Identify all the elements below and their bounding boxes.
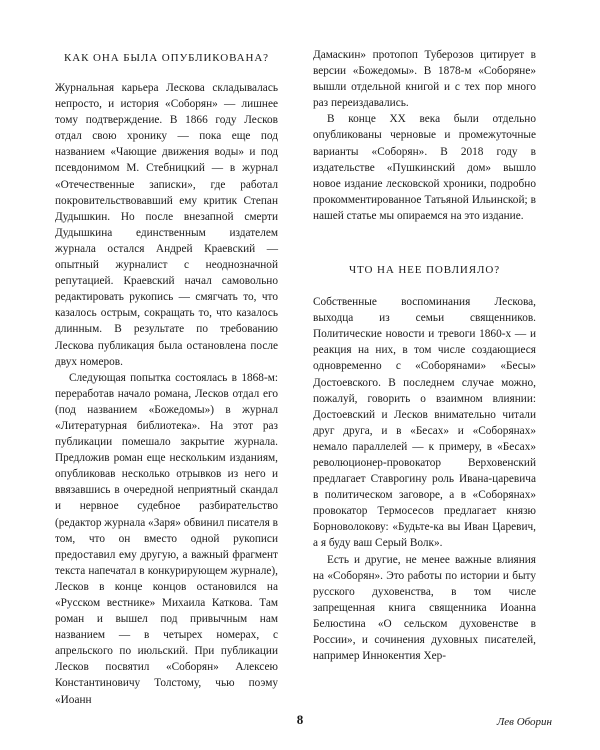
- paragraph: В конце XX века были отдельно опубликованы черновые и промежуточные варианты «Соборян». В 2018 году в издательстве «Пушкинский дом» вышло новое издание лесковской хроники, подробно прокомментированное Татьяной Ильинской; в нашей статье мы опираемся на это издание.: [313, 113, 536, 222]
- author-name: Лев Оборин: [496, 716, 552, 728]
- paragraph: Журнальная карьера Лескова складывалась непросто, и история «Соборян» — лишнее тому подтверждение. В 1866 году Лесков отдал свою хронику — пока еще под названием «Чающие движения воды» и под псевдонимом М. Стебницкий — в журнал «Отечественные записки», где работал покровительствовавший ему критик Степан Дудышкин. Но после внезапной смерти Дудышкина единственным издателем журнала остался Андрей Краевский — опытный журналист с неоднозначной репутацией. Краевский начал самовольно редактировать рукопись — смягчать то, что казалось острым, сокращать то, что казалось длинным. В результате по требованию Лескова публикация была остановлена после двух номеров.: [55, 82, 278, 368]
- right-column: [313, 47, 536, 664]
- section-heading-publication: КАК ОНА БЫЛА ОПУБЛИКОВАНА?: [64, 52, 269, 64]
- section-heading-influences: ЧТО НА НЕЕ ПОВЛИЯЛО?: [348, 264, 501, 277]
- page-number: 8: [296, 712, 304, 727]
- left-column: [55, 50, 278, 708]
- paragraph: Следующая попытка состоялась в 1868-м: переработав начало романа, Лесков отдал его (под названием «Божедомы») в журнал «Литературная библиотека». На этот раз публикации помешало закрытие журнала. Предложив роман еще нескольким изданиям, опубликовав несколько отрывков из него и ввязавшись в очередной неприятный скандал и нервное судебное разбирательство (редактор журнала «Заря» обвинил писателя в том, что он вместо одной рукописи предоставил ему другую, а важный фрагмент текста напечатал в конкурирующем журнале), Лесков в конце концов остановился на «Русском вестнике» Михаила Каткова. Там роман и вышел под привычным нам названием — в четырех номерах, с апрельского по июльский. При публикации Лесков посвятил «Соборян» Алексею Константиновичу Толстому, чью поэму «Иоанн: [55, 371, 278, 706]
- paragraph: Собственные воспоминания Лескова, выходца из семьи священников. Политические новости и тревоги 1860-х — и реакция на них, в том числе создающиеся одновременно с «Соборянами» «Бесы» Достоевского. В последнем случае можно, пожалуй, говорить о взаимном влиянии: Достоевский и Лесков внимательно читали друг друга, и в «Бесах» и «Соборянах» немало параллелей — к примеру, в «Бесах» революционер-провокатор Верховенский предлагает Ставрогину роль Ивана-царевича в политическом заговоре, а в «Соборянах» провокатор Термосесов предлагает князю Борноволокову: «Будьте-ка вы Иван Царевич, а я буду ваш Серый Волк».: [313, 296, 536, 550]
- paragraph: Дамаскин» протопоп Туберозов цитирует в версии «Божедомы». В 1878-м «Соборяне» вышли отдельной книгой и с тех пор много раз переиздавались.: [313, 49, 536, 110]
- paragraph: Есть и другие, не менее важные влияния на «Соборян». Это работы по истории и быту русского духовенства, в том числе запрещенная книга священника Иоанна Белюстина «О сельском духовенстве в России», и сочинения духовных писателей, например Иннокентия Хер-: [313, 553, 536, 663]
